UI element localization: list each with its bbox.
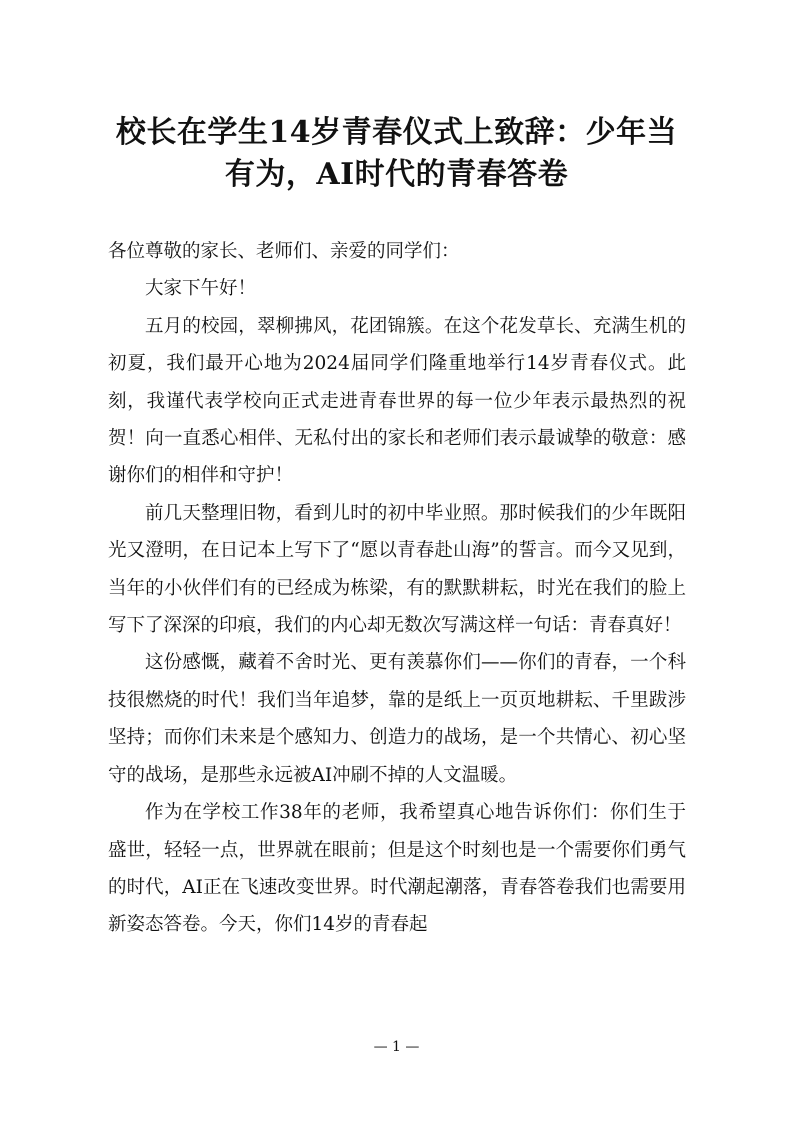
- title-line-1: 校长在学生14岁青春仪式上致辞：少年当: [115, 115, 678, 150]
- paragraph: 前几天整理旧物，看到儿时的初中毕业照。那时候我们的少年既阳光又澄明，在日记本上写下了“愿以青春赴山海”的誓言。而今又见到，当年的小伙伴们有的已经成为栋梁，有的默默耕耘，时光在我们的脸上写下了深深的印痕，我们的内心却无数次写满这样一句话：青春真好！: [108, 502, 686, 637]
- paragraph: 这份感慨，藏着不舍时光、更有羡慕你们——你们的青春，一个科技很燃烧的时代！我们当年追梦，靠的是纸上一页页地耕耘、千里跋涉坚持；而你们未来是个感知力、创造力的战场，是一个共情心、初心坚守的战场，是那些永远被AI冲刷不掉的人文温暖。: [108, 652, 686, 786]
- page-number: — 1 —: [373, 1039, 420, 1055]
- paragraph: 五月的校园，翠柳拂风，花团锦簇。在这个花发草长、充满生机的初夏，我们最开心地为2024届同学们隆重地举行14岁青春仪式。此刻，我谨代表学校向正式走进青春世界的每一位少年表示最热烈的祝贺！向一直悉心相伴、无私付出的家长和老师们表示最诚挚的敬意：感谢你们的相伴和守护！: [108, 315, 686, 487]
- greeting: 大家下午好！: [145, 278, 257, 300]
- document-body: [108, 233, 686, 944]
- document-title: [100, 112, 693, 196]
- title-line-2: 有为，AI时代的青春答卷: [224, 157, 569, 192]
- paragraph: 作为在学校工作38年的老师，我希望真心地告诉你们：你们生于盛世，轻轻一点，世界就在眼前；但是这个时刻也是一个需要你们勇气的时代，AI正在飞速改变世界。时代潮起潮落，青春答卷我们也需要用新姿态答卷。今天，你们14岁的青春起: [108, 802, 686, 936]
- salutation: 各位尊敬的家长、老师们、亲爱的同学们：: [108, 241, 460, 262]
